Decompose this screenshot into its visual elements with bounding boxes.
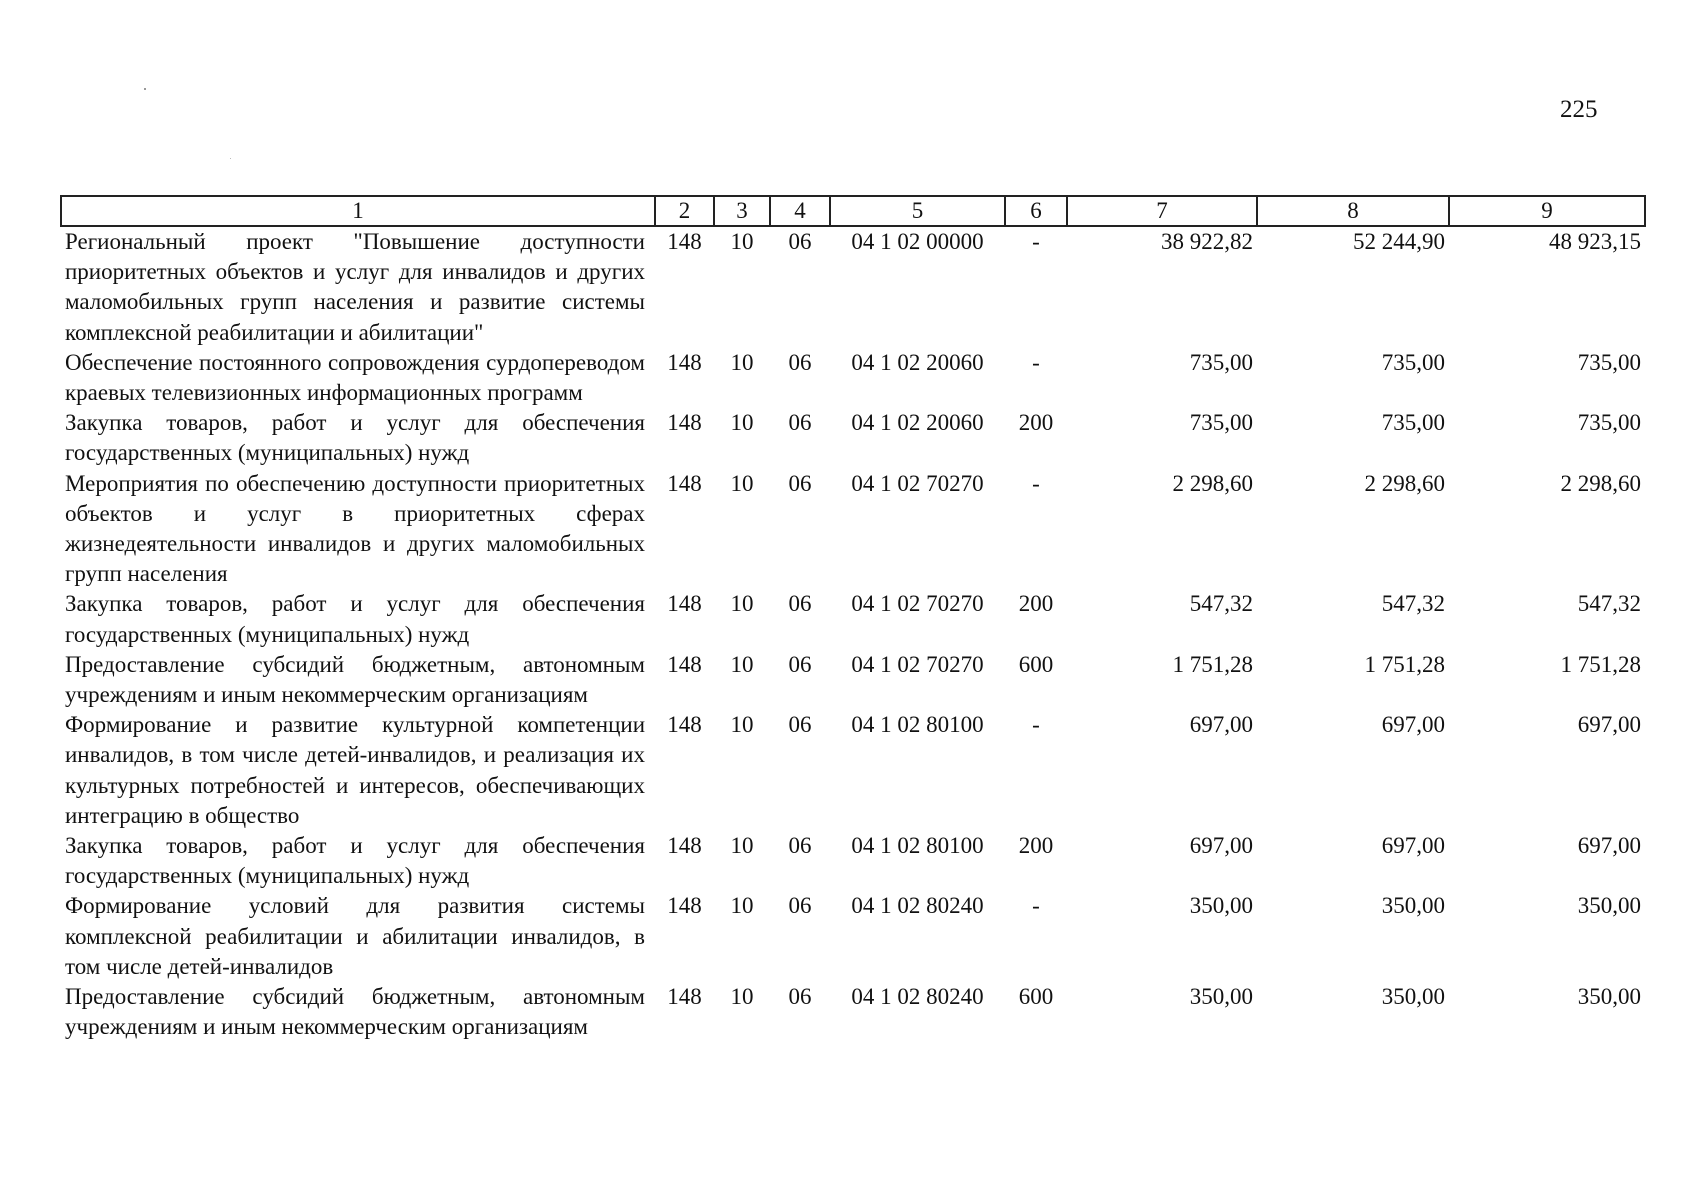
target-article-cell: 04 1 02 00000 [851, 229, 984, 254]
admin-code-cell: 148 [667, 712, 702, 738]
amount-col8-cell: 2 298,60 [1364, 470, 1445, 496]
amount-col8-cell: 735,00 [1381, 349, 1445, 375]
expense-type-cell: - [1032, 229, 1040, 254]
target-article-cell: 04 1 02 70270 [851, 591, 984, 617]
admin-code-cell: 148 [667, 229, 702, 254]
section-cell: 10 [730, 712, 754, 738]
amount-col7-cell: 697,00 [1189, 712, 1253, 738]
expense-type-cell: 200 [1018, 410, 1054, 436]
row-name-cell: Обеспечение постоянного сопровождения сурдопереводом краевых телевизионных информационных программ [65, 349, 645, 406]
subsection-cell: 06 [788, 591, 812, 617]
admin-code-cell: 148 [667, 470, 702, 496]
table-body [61, 226, 1645, 1042]
subsection-cell: 06 [788, 651, 812, 677]
scan-speck [144, 88, 146, 90]
amount-col8-cell: 735,00 [1381, 410, 1445, 436]
target-article-cell: 04 1 02 80240 [851, 984, 984, 1010]
amount-col8-cell: 547,32 [1381, 591, 1445, 617]
table-row [61, 226, 1645, 348]
column-header: 9 [1449, 196, 1645, 226]
amount-col8-cell: 52 244,90 [1353, 229, 1445, 254]
table-row [61, 982, 1645, 1042]
subsection-cell: 06 [788, 833, 812, 859]
table-row [61, 831, 1645, 891]
expense-type-cell: 200 [1018, 591, 1054, 617]
subsection-cell: 06 [788, 984, 812, 1010]
target-article-cell: 04 1 02 20060 [851, 410, 984, 436]
column-header: 4 [770, 196, 830, 226]
section-cell: 10 [730, 651, 754, 677]
subsection-cell: 06 [788, 410, 812, 436]
amount-col7-cell: 735,00 [1189, 349, 1253, 375]
admin-code-cell: 148 [667, 833, 702, 859]
section-cell: 10 [730, 349, 754, 375]
table-row [61, 469, 1645, 590]
amount-col7-cell: 547,32 [1189, 591, 1253, 617]
amount-col8-cell: 350,00 [1381, 984, 1445, 1010]
column-header: 8 [1257, 196, 1449, 226]
expense-type-cell: - [1032, 893, 1040, 919]
section-cell: 10 [730, 591, 754, 617]
amount-col9-cell: 48 923,15 [1549, 229, 1641, 254]
table-row [61, 710, 1645, 831]
amount-col9-cell: 2 298,60 [1560, 470, 1641, 496]
admin-code-cell: 148 [667, 893, 702, 919]
amount-col7-cell: 1 751,28 [1172, 651, 1253, 677]
amount-col7-cell: 38 922,82 [1161, 229, 1253, 254]
amount-col7-cell: 735,00 [1189, 410, 1253, 436]
amount-col8-cell: 697,00 [1381, 833, 1445, 859]
table-row [61, 891, 1645, 982]
section-cell: 10 [730, 470, 754, 496]
table-row [61, 650, 1645, 710]
subsection-cell: 06 [788, 229, 812, 254]
budget-table [60, 195, 1646, 1042]
subsection-cell: 06 [788, 893, 812, 919]
column-header: 6 [1005, 196, 1067, 226]
column-header: 1 [61, 196, 655, 226]
amount-col9-cell: 735,00 [1577, 410, 1641, 436]
expense-type-cell: 200 [1018, 833, 1054, 859]
admin-code-cell: 148 [667, 651, 702, 677]
expense-type-cell: - [1032, 712, 1040, 738]
expense-type-cell: - [1032, 470, 1040, 496]
amount-col9-cell: 697,00 [1577, 712, 1641, 738]
target-article-cell: 04 1 02 80100 [851, 833, 984, 859]
column-header: 2 [655, 196, 714, 226]
amount-col9-cell: 697,00 [1577, 833, 1641, 859]
column-header: 5 [830, 196, 1005, 226]
row-name-cell: Предоставление субсидий бюджетным, автономным учреждениям и иным некоммерческим организациям [65, 651, 645, 708]
table-row [61, 348, 1645, 408]
expense-type-cell: - [1032, 349, 1040, 375]
subsection-cell: 06 [788, 470, 812, 496]
amount-col9-cell: 350,00 [1577, 984, 1641, 1010]
column-number-header-row [61, 196, 1645, 226]
target-article-cell: 04 1 02 70270 [851, 470, 984, 496]
target-article-cell: 04 1 02 80100 [851, 712, 984, 738]
amount-col7-cell: 2 298,60 [1172, 470, 1253, 496]
admin-code-cell: 148 [667, 349, 702, 375]
expense-type-cell: 600 [1018, 984, 1054, 1010]
admin-code-cell: 148 [667, 984, 702, 1010]
row-name-cell: Региональный проект "Повышение доступности приоритетных объектов и услуг для инвалидов и других маломобильных групп населения и развитие системы комплексной реабилитации и абилитации" [65, 229, 645, 345]
row-name-cell: Закупка товаров, работ и услуг для обеспечения государственных (муниципальных) нужд [65, 410, 645, 466]
table-row [61, 408, 1645, 468]
amount-col9-cell: 350,00 [1577, 893, 1641, 919]
column-header: 3 [714, 196, 770, 226]
row-name-cell: Формирование условий для развития системы комплексной реабилитации и абилитации инвалидов, в том числе детей-инвалидов [65, 893, 645, 979]
row-name-cell: Закупка товаров, работ и услуг для обеспечения государственных (муниципальных) нужд [65, 591, 645, 647]
table-row [61, 589, 1645, 649]
section-cell: 10 [730, 410, 754, 436]
amount-col8-cell: 350,00 [1381, 893, 1445, 919]
amount-col9-cell: 1 751,28 [1560, 651, 1641, 677]
section-cell: 10 [730, 833, 754, 859]
amount-col9-cell: 735,00 [1577, 349, 1641, 375]
expense-type-cell: 600 [1018, 651, 1054, 677]
admin-code-cell: 148 [667, 410, 702, 436]
subsection-cell: 06 [788, 712, 812, 738]
row-name-cell: Формирование и развитие культурной компетенции инвалидов, в том числе детей-инвалидов, и реализация их культурных потребностей и интересов, обеспечивающих интеграцию в общество [65, 712, 645, 828]
section-cell: 10 [730, 984, 754, 1010]
subsection-cell: 06 [788, 349, 812, 375]
target-article-cell: 04 1 02 80240 [851, 893, 984, 919]
amount-col8-cell: 697,00 [1381, 712, 1445, 738]
target-article-cell: 04 1 02 20060 [851, 349, 984, 375]
scan-speck [230, 158, 231, 159]
row-name-cell: Предоставление субсидий бюджетным, автономным учреждениям и иным некоммерческим организациям [65, 984, 645, 1040]
amount-col9-cell: 547,32 [1577, 591, 1641, 617]
admin-code-cell: 148 [667, 591, 702, 617]
amount-col8-cell: 1 751,28 [1364, 651, 1445, 677]
page-number: 225 [1560, 96, 1598, 123]
amount-col7-cell: 697,00 [1189, 833, 1253, 859]
row-name-cell: Закупка товаров, работ и услуг для обеспечения государственных (муниципальных) нужд [65, 833, 645, 889]
amount-col7-cell: 350,00 [1189, 893, 1253, 919]
row-name-cell: Мероприятия по обеспечению доступности приоритетных объектов и услуг в приоритетных сферах жизнедеятельности инвалидов и других маломобильных групп населения [65, 470, 645, 587]
section-cell: 10 [730, 893, 754, 919]
column-header: 7 [1067, 196, 1257, 226]
amount-col7-cell: 350,00 [1189, 984, 1253, 1010]
target-article-cell: 04 1 02 70270 [851, 651, 984, 677]
section-cell: 10 [730, 229, 754, 254]
